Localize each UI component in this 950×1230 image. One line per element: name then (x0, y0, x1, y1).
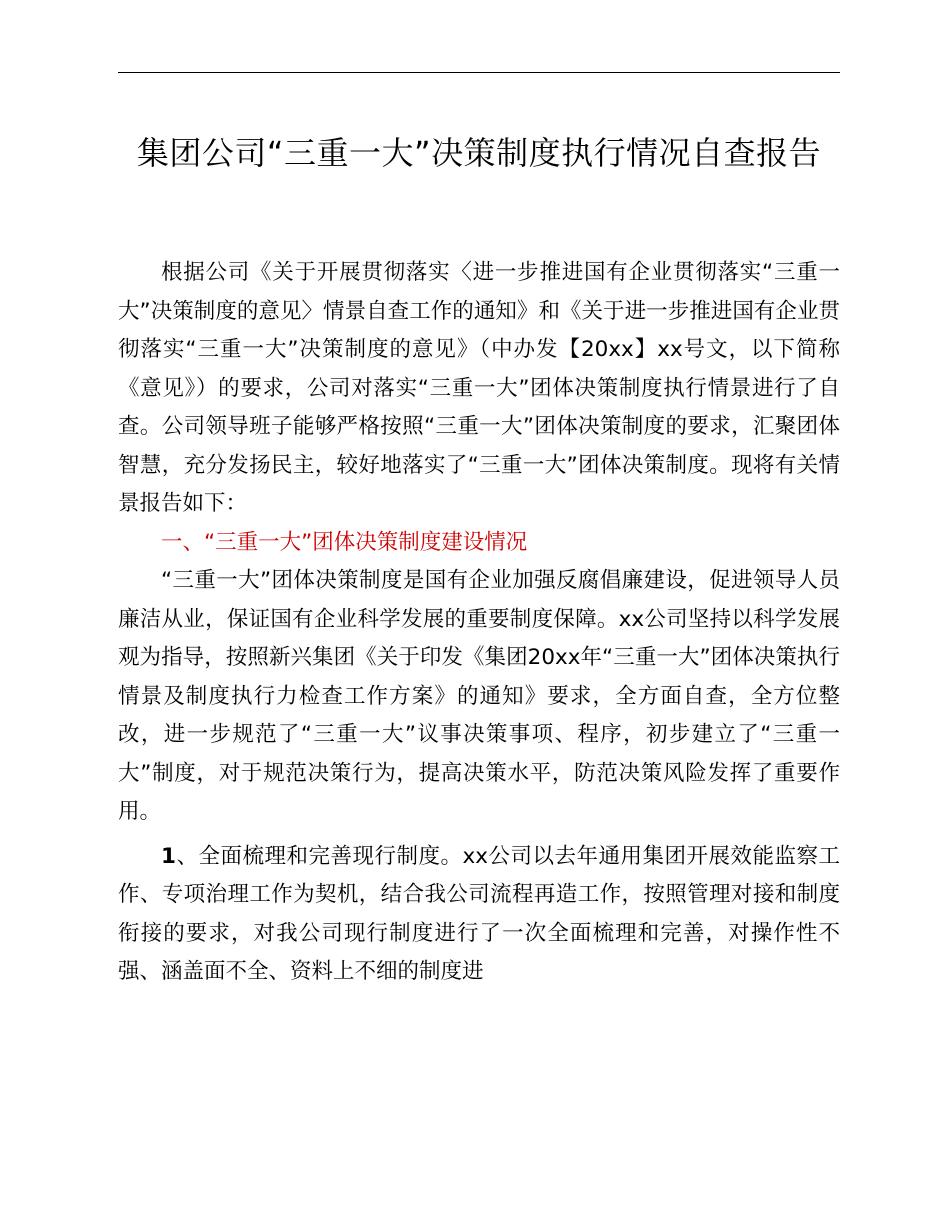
item-1-paragraph (118, 838, 840, 992)
document-body (118, 254, 840, 992)
section-1-heading: 一、“三重一大”团体决策制度建设情况 (161, 529, 528, 555)
item-1-number: 1 (161, 843, 176, 869)
item-1-text: 、全面梳理和完善现行制度。xx公司以去年通用集团开展效能监察工作、专项治理工作为契机，结合我公司流程再造工作，按照管理对接和制度衔接的要求，对我公司现行制度进行了一次全面梳理和完善，对操作性不强、涵盖面不全、资料上不细的制度进 (118, 843, 840, 984)
section-1-paragraph: “三重一大”团体决策制度是国有企业加强反腐倡廉建设，促进领导人员廉洁从业，保证国有企业科学发展的重要制度保障。xx公司坚持以科学发展观为指导，按照新兴集团《关于印发《集团20xx年“三重一大”团体决策执行情景及制度执行力检查工作方案》的通知》要求，全方面自查，全方位整改，进一步规范了“三重一大”议事决策事项、程序，初步建立了“三重一大”制度，对于规范决策行为，提高决策水平，防范决策风险发挥了重要作用。 (118, 568, 840, 824)
intro-paragraph: 根据公司《关于开展贯彻落实〈进一步推进国有企业贯彻落实“三重一大”决策制度的意见〉情景自查工作的通知》和《关于进一步推进国有企业贯彻落实“三重一大”决策制度的意见》（中办发【20xx】xx号文，以下简称《意见》）的要求，公司对落实“三重一大”团体决策制度执行情景进行了自查。公司领导班子能够严格按照“三重一大”团体决策制度的要求，汇聚团体智慧，充分发扬民主，较好地落实了“三重一大”团体决策制度。现将有关情景报告如下： (118, 260, 840, 516)
document-title: 集团公司“三重一大”决策制度执行情况自查报告 (136, 134, 822, 172)
header-rule (118, 72, 840, 73)
